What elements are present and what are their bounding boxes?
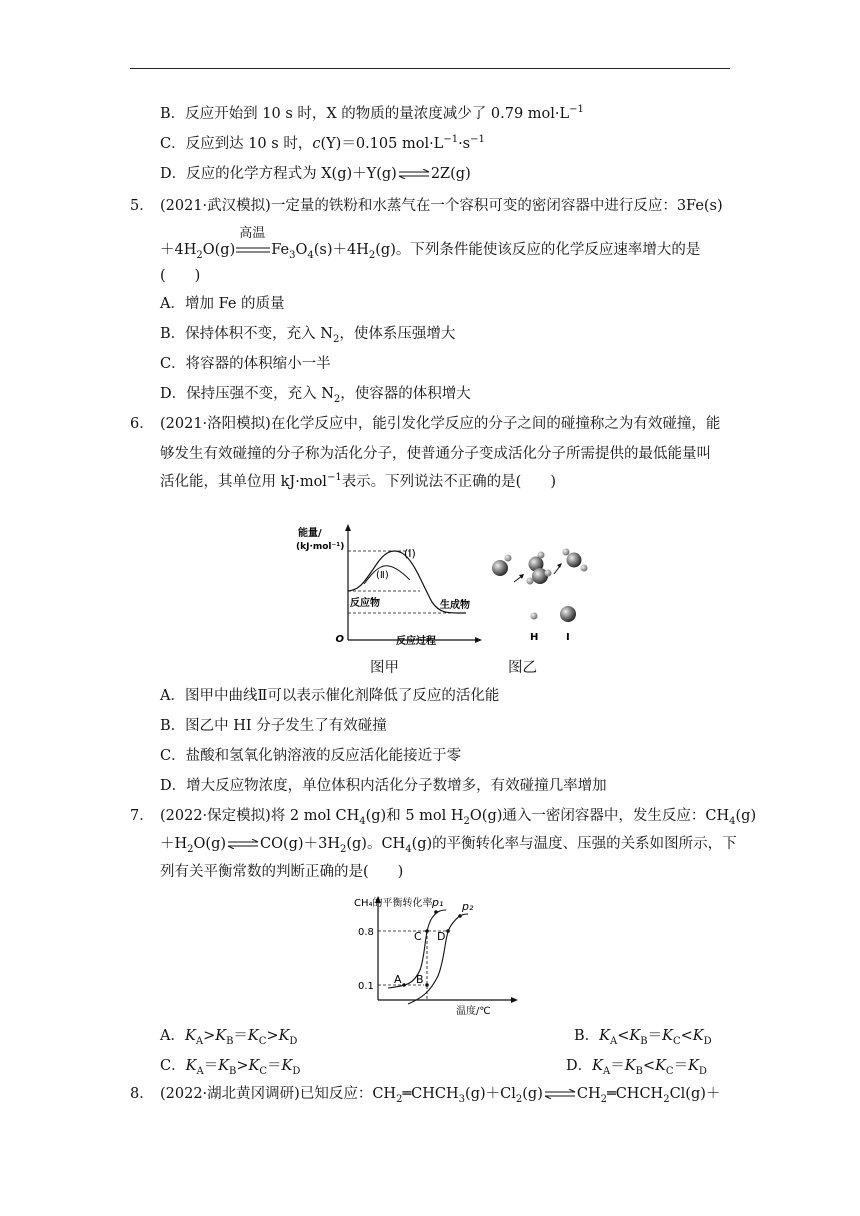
q5-line1: (2021·武汉模拟)一定量的铁粉和水蒸气在一个容积可变的密闭容器中进行反应：3Fe(s) bbox=[160, 198, 723, 214]
header-rule bbox=[130, 68, 730, 69]
q6-option-a: A．图甲中曲线Ⅱ可以表示催化剂降低了反应的活化能 bbox=[160, 688, 500, 704]
q5-number: 5． bbox=[130, 198, 154, 214]
energy-axis-label: 能量/ bbox=[298, 528, 322, 539]
product-label: 生成物 bbox=[440, 600, 470, 611]
iodine-legend-label: I bbox=[566, 632, 570, 643]
q7-line2: $+H_2O(g)$ $CO(g)+3H_2(g)$。$CH_4(g)$的平衡转化率与温度、压强的关系如图所示，下 bbox=[160, 836, 737, 855]
point-c-label: C bbox=[414, 930, 422, 943]
origin-label: O bbox=[335, 634, 344, 645]
energy-diagram bbox=[292, 520, 482, 648]
equilibrium-arrow-icon bbox=[397, 169, 431, 179]
chart-x-axis-label: 温度/℃ bbox=[456, 1006, 491, 1016]
point-b-label: B bbox=[416, 973, 424, 986]
q6-option-d: D．增大反应物浓度，单位体积内活化分子数增多，有效碰撞几率增加 bbox=[160, 778, 607, 794]
hydrogen-atom bbox=[581, 565, 588, 572]
q7-number: 7． bbox=[130, 808, 154, 824]
q4-option-d: D．反应的化学方程式为 X(g)＋Y(g) 2Z(g) bbox=[160, 166, 471, 182]
q5-option-c: C．将容器的体积缩小一半 bbox=[160, 356, 331, 372]
q8-number: 8． bbox=[130, 1086, 154, 1102]
iodine-atom bbox=[532, 568, 548, 584]
q6-option-c: C．盐酸和氢氧化钠溶液的反应活化能接近于零 bbox=[160, 748, 462, 764]
figure-caption-jia: 图甲 bbox=[370, 660, 399, 676]
point-d-label: D bbox=[437, 930, 446, 943]
q6-line2: 够发生有效碰撞的分子称为活化分子，使普通分子变成活化分子所需提供的最低能量叫 bbox=[160, 446, 711, 462]
energy-axis-unit: (kJ·mol⁻¹) bbox=[296, 542, 345, 552]
hydrogen-legend-label: H bbox=[530, 632, 539, 643]
curve-one-label: (Ⅰ) bbox=[404, 547, 416, 560]
q4-option-b: B．反应开始到 10 s 时，X 的物质的量浓度减少了 0.79 $mol\cdot L^{-1}$ bbox=[160, 104, 584, 122]
curve-p2 bbox=[408, 914, 468, 1004]
q5-option-a: A．增加 Fe 的质量 bbox=[160, 296, 285, 312]
q7-option-c: C．$K_A=K_B>K_C=K_D$ bbox=[160, 1058, 301, 1077]
hydrogen-atom bbox=[563, 549, 570, 556]
hydrogen-atom bbox=[538, 552, 545, 559]
q4-option-c: C．反应到达 10 s 时，c(Y)＝0.105 $mol\cdot L^{-1}\cdot s^{-1}$ bbox=[160, 134, 485, 152]
p2-label: p₂ bbox=[462, 900, 474, 913]
q6-option-b: B．图乙中 HI 分子发生了有效碰撞 bbox=[160, 718, 387, 734]
q7-line3: 列有关平衡常数的判断正确的是( ) bbox=[160, 864, 404, 880]
iodine-atom bbox=[567, 553, 582, 568]
curve-two-label: (Ⅱ) bbox=[376, 570, 389, 581]
equilibrium-arrow-icon bbox=[543, 1089, 577, 1099]
iodine-legend-atom bbox=[560, 606, 576, 622]
y-tick-0-8: 0.8 bbox=[358, 927, 374, 938]
process-axis-label: 反应过程 bbox=[396, 636, 436, 647]
equilibrium-arrow-icon bbox=[226, 839, 260, 849]
hydrogen-atom bbox=[505, 555, 512, 562]
iodine-atom bbox=[492, 560, 508, 576]
chart-y-axis-label: CH₄的平衡转化率 bbox=[354, 898, 433, 909]
point-a-label: A bbox=[394, 973, 402, 986]
figure-caption-yi: 图乙 bbox=[508, 660, 537, 676]
equals-sign-icon bbox=[235, 245, 271, 255]
hydrogen-atom bbox=[545, 570, 552, 577]
molecule-collision-figure bbox=[486, 544, 596, 644]
reactant-label: 反应物 bbox=[350, 598, 380, 609]
conversion-chart bbox=[352, 890, 522, 1016]
y-tick-0-1: 0.1 bbox=[358, 981, 374, 992]
q6-line1: (2021·洛阳模拟)在化学反应中，能引发化学反应的分子之间的碰撞称之为有效碰撞，能 bbox=[160, 416, 721, 432]
q6-number: 6． bbox=[130, 416, 154, 432]
q6-line3: 活化能，其单位用 kJ·mol$^{-1}$表示。下列说法不正确的是( ) bbox=[160, 472, 557, 490]
hydrogen-atom bbox=[527, 578, 534, 585]
q7-line1: (2022·保定模拟)将 2 mol $CH_4(g)$和 5 mol $H_2O(g)$通入一密闭容器中，发生反应：$CH_4(g)$ bbox=[160, 808, 757, 827]
q8-line1: (2022·湖北黄冈调研)已知反应：$CH_2═CHCH_3(g)+Cl_2(g)$ $CH_2═CHCH_2Cl(g)+$ bbox=[160, 1086, 721, 1105]
hydrogen-legend-atom bbox=[531, 613, 538, 620]
q5-answer-paren: ( ) bbox=[160, 268, 201, 284]
q5-option-d: D．保持压强不变，充入 $N_2$，使容器的体积增大 bbox=[160, 386, 471, 405]
q7-option-d: D．$K_A=K_B<K_C=K_D$ bbox=[566, 1058, 707, 1077]
q7-option-a: A．$K_A>K_B=K_C>K_D$ bbox=[160, 1028, 298, 1047]
q5-line2: $+4H_2O(g)$ 高温 $Fe_3O_4(s)+4H_2(g)$。下列条件能使该反应的化学反应速率增大的是 bbox=[160, 226, 701, 261]
q5-option-b: B．保持体积不变，充入 $N_2$，使体系压强增大 bbox=[160, 326, 456, 345]
p1-label: p₁ bbox=[432, 896, 444, 909]
q7-option-b: B．$K_A<K_B=K_C<K_D$ bbox=[574, 1028, 712, 1047]
